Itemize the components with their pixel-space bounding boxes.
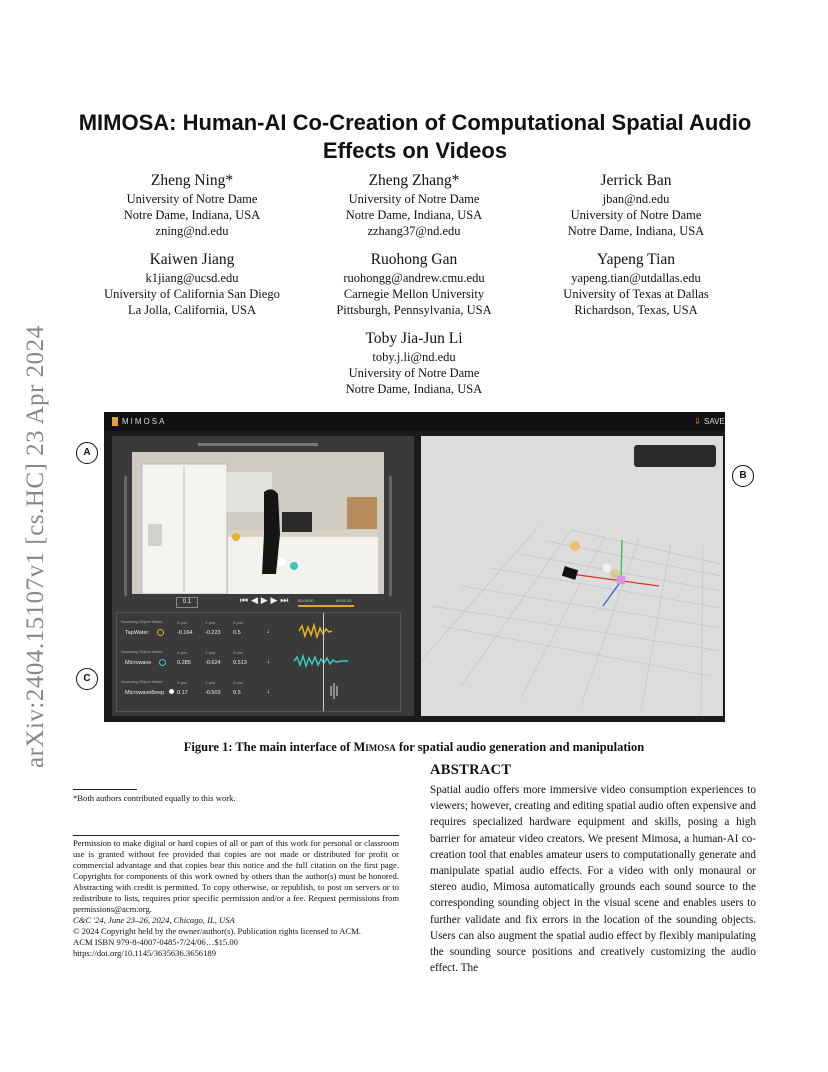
doi-link[interactable]: https://doi.org/10.1145/3635636.3656189 xyxy=(73,948,216,958)
time-start: 00:00:00 xyxy=(298,598,314,603)
arxiv-side-stamp: arXiv:2404.15107v1 [cs.HC] 23 Apr 2024 xyxy=(22,325,49,768)
track-header: Sounding Object Name xyxy=(121,619,163,624)
x-header: X pos xyxy=(177,680,188,685)
caption-suffix: for spatial audio generation and manipulation xyxy=(395,740,645,754)
author-line: University of Texas at Dallas xyxy=(563,287,709,301)
author-block xyxy=(521,249,751,318)
author-block xyxy=(299,328,529,397)
abstract-body xyxy=(430,782,756,976)
author-line: Notre Dame, Indiana, USA xyxy=(345,382,483,396)
playback-controls[interactable]: ⏮ ◀ ▶ ▶ ⏭ xyxy=(240,596,289,606)
speaker-icon[interactable]: ♩ xyxy=(267,658,274,665)
author-line: University of Notre Dame xyxy=(570,208,702,222)
venue-line: C&C '24, June 23–26, 2024, Chicago, IL, USA xyxy=(73,915,235,925)
y-header: Y pos xyxy=(205,680,216,685)
y-value[interactable]: -0.223 xyxy=(205,630,221,636)
kitchen-scene-image xyxy=(132,452,384,594)
title-line-1: MIMOSA: Human-AI Co-Creation of Computational Spatial Audio xyxy=(78,110,752,135)
author-line: toby.j.li@nd.edu xyxy=(372,350,456,364)
author-name: Toby Jia-Jun Li xyxy=(365,330,463,347)
author-line: ruohongg@andrew.cmu.edu xyxy=(343,271,485,285)
right-slider[interactable] xyxy=(389,476,392,596)
app-name: MIMOSA xyxy=(122,417,167,426)
x-value[interactable]: -0.164 xyxy=(177,630,193,636)
author-line: zning@nd.edu xyxy=(155,224,229,238)
author-line: Carnegie Mellon University xyxy=(343,287,485,301)
author-block xyxy=(77,249,307,318)
author-line: Notre Dame, Indiana, USA xyxy=(123,208,261,222)
author-block xyxy=(521,170,751,239)
time-input[interactable]: 0.1 xyxy=(176,597,198,608)
progress-bar[interactable] xyxy=(298,605,354,607)
video-frame xyxy=(132,452,384,594)
author-line: k1jiang@ucsd.edu xyxy=(145,271,239,285)
author-line: jban@nd.edu xyxy=(602,192,670,206)
author-name: Kaiwen Jiang xyxy=(149,251,235,268)
isbn-line: ACM ISBN 979-8-4007-0485-7/24/06…$15.00 xyxy=(73,937,238,947)
y-axis xyxy=(621,540,622,581)
track-header: Sounding Object Name xyxy=(121,679,163,684)
caption-system-name: Mimosa xyxy=(353,740,396,754)
track-row[interactable] xyxy=(117,617,400,645)
left-slider[interactable] xyxy=(124,476,127,596)
author-name: Ruohong Gan xyxy=(370,251,458,268)
track-name: MicrowaveBeep xyxy=(125,690,165,696)
video-scrubber[interactable] xyxy=(198,443,318,446)
z-header: Z pos xyxy=(233,680,244,685)
z-value[interactable]: 0.5 xyxy=(233,630,241,636)
track-row[interactable] xyxy=(117,647,400,675)
x-value[interactable]: 0.285 xyxy=(177,660,191,666)
permission-block xyxy=(73,838,399,959)
y-header: Y pos xyxy=(205,620,216,625)
z-header: Z pos xyxy=(233,650,244,655)
track-row[interactable] xyxy=(117,677,400,705)
save-icon: ⇩ xyxy=(694,417,701,426)
paper-title xyxy=(70,109,760,165)
selected-object-marker[interactable] xyxy=(617,576,625,584)
author-line: zzhang37@nd.edu xyxy=(367,224,461,238)
author-line: La Jolla, California, USA xyxy=(127,303,257,317)
track-name: Microwave xyxy=(125,660,152,666)
track-name: TapWater xyxy=(125,630,149,636)
z-axis xyxy=(603,581,621,606)
z-header: Z pos xyxy=(233,620,244,625)
permission-rule xyxy=(73,835,399,836)
track-color-dot xyxy=(169,689,174,694)
author-line: University of California San Diego xyxy=(104,287,280,301)
author-block xyxy=(299,249,529,318)
panel-label-a: A xyxy=(76,442,98,464)
footnote-equal-contribution: *Both authors contributed equally to this work. xyxy=(73,793,236,803)
speaker-icon[interactable]: ♩ xyxy=(267,628,274,635)
abstract-text: Spatial audio offers more immersive video consumption experiences to viewers; however, creating and editing spatial audio often expensive and requires specialized hardware equipment and skills, posing a high barrier for amateur video creators. We present Mimosa, a human-AI co-creation tool that enables amateur users to computationally generate and manipulate spatial audio effects. For a video with only monaural or stereo audio, Mimosa automatically grounds each sound source to the corresponding sounding object in the visual scene and enables users to further validate and fix errors in the location of the sounding objects. Users can also augment the spatial audio effect by flexibly manipulating the sounding source positions and creatively customizing the audio effect. The xyxy=(430,784,756,975)
copyright-line: © 2024 Copyright held by the owner/author(s). Publication rights licensed to ACM. xyxy=(73,926,361,936)
author-name: Zheng Ning* xyxy=(150,172,234,189)
object-control-panel[interactable] xyxy=(634,445,716,467)
track-color-dot xyxy=(157,629,164,636)
author-line: University of Notre Dame xyxy=(348,366,480,380)
save-button[interactable]: SAVE xyxy=(704,417,725,426)
title-line-2: Effects on Videos xyxy=(322,138,508,163)
author-line: Pittsburgh, Pennsylvania, USA xyxy=(336,303,492,317)
playhead[interactable] xyxy=(323,613,324,711)
permission-text: Permission to make digital or hard copies of all or part of this work for personal or classroom use is granted without fee provided that copies are not made or distributed for profit or commercial advantage and that copies bear this notice and the full citation on the first page. Copyrights for components of this work owned by others than the author(s) must be honored. Abstracting with credit is permitted. To copy otherwise, or republish, to post on servers or to redistribute to lists, requires prior specific permission and/or a fee. Request permissions from permissions@acm.org. xyxy=(73,838,399,914)
author-line: University of Notre Dame xyxy=(348,192,480,206)
z-value[interactable]: 0.5 xyxy=(233,690,241,696)
logo-icon xyxy=(112,417,118,426)
app-titlebar xyxy=(104,412,725,431)
speaker-icon[interactable]: ♩ xyxy=(267,688,274,695)
x-header: X pos xyxy=(177,620,188,625)
waveform-tapwater xyxy=(297,623,337,639)
z-value[interactable]: 0.513 xyxy=(233,660,247,666)
author-name: Jerrick Ban xyxy=(600,172,672,189)
track-header: Sounding Object Name xyxy=(121,649,163,654)
y-header: Y pos xyxy=(205,650,216,655)
waveform-beep xyxy=(327,681,341,701)
author-line: University of Notre Dame xyxy=(126,192,258,206)
author-line: Notre Dame, Indiana, USA xyxy=(345,208,483,222)
footnote-rule xyxy=(73,789,137,790)
author-name: Yapeng Tian xyxy=(596,251,676,268)
camera-object[interactable] xyxy=(562,566,578,580)
x-value[interactable]: 0.17 xyxy=(177,690,188,696)
figure-caption xyxy=(90,740,738,755)
author-line: Notre Dame, Indiana, USA xyxy=(567,224,705,238)
audio-track-list xyxy=(116,612,401,712)
tapwater-object[interactable] xyxy=(570,541,580,551)
y-value[interactable]: -0.503 xyxy=(205,690,221,696)
x-header: X pos xyxy=(177,650,188,655)
author-line: Richardson, Texas, USA xyxy=(574,303,698,317)
track-color-dot xyxy=(159,659,166,666)
author-name: Zheng Zhang* xyxy=(368,172,460,189)
author-line: yapeng.tian@utdallas.edu xyxy=(571,271,701,285)
waveform-microwave xyxy=(292,653,352,669)
panel-label-c: C xyxy=(76,668,98,690)
y-value[interactable]: -0.624 xyxy=(205,660,221,666)
author-block xyxy=(77,170,307,239)
3d-scene-panel[interactable] xyxy=(421,436,723,716)
time-end: 00:01:30 xyxy=(336,598,352,603)
caption-prefix: Figure 1: The main interface of xyxy=(183,740,354,754)
beep-object[interactable] xyxy=(603,564,612,573)
abstract-heading: ABSTRACT xyxy=(430,762,512,778)
panel-label-b: B xyxy=(732,465,754,487)
3d-grid-view xyxy=(421,436,723,716)
author-block xyxy=(299,170,529,239)
